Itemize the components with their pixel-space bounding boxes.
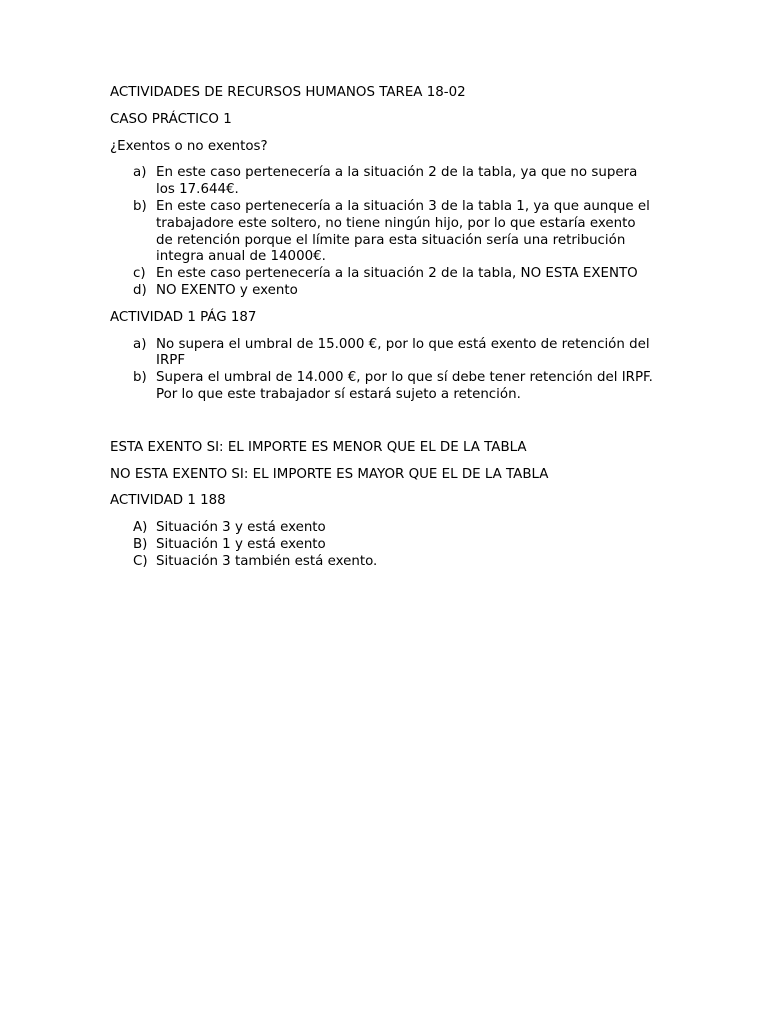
rule-not-exempt: NO ESTA EXENTO SI: EL IMPORTE ES MAYOR QUE EL DE LA TABLA xyxy=(110,466,549,482)
list-item-text: NO EXENTO y exento xyxy=(156,282,298,298)
list-marker: b) xyxy=(133,198,147,214)
list-item xyxy=(110,199,670,266)
rule-exempt: ESTA EXENTO SI: EL IMPORTE ES MENOR QUE EL DE LA TABLA xyxy=(110,439,527,455)
blank-line xyxy=(110,414,670,440)
document-title: ACTIVIDADES DE RECURSOS HUMANOS TAREA 18-02 xyxy=(110,85,466,100)
list-item-text: Situación 3 también está exento. xyxy=(156,553,378,569)
list-item xyxy=(110,266,670,283)
document-body xyxy=(110,85,670,581)
list-item-text: En este caso pertenecería a la situación 2 de la tabla, NO ESTA EXENTO xyxy=(156,266,638,282)
list-item xyxy=(110,520,670,537)
list-item xyxy=(110,537,670,554)
list-item xyxy=(110,165,670,199)
list-item xyxy=(110,370,670,404)
list-marker: A) xyxy=(133,520,148,536)
list-marker: b) xyxy=(133,370,147,386)
list-item xyxy=(110,283,670,300)
case-answer-list xyxy=(110,165,670,299)
list-marker: C) xyxy=(133,553,148,569)
list-marker: a) xyxy=(133,336,147,352)
list-item-text: Supera el umbral de 14.000 €, por lo que sí debe tener retención del IRPF. Por lo que este trabajador sí estará sujeto a retención. xyxy=(156,370,653,402)
activity2-answer-list xyxy=(110,520,670,570)
list-item-text: Situación 3 y está exento xyxy=(156,520,326,536)
list-item-text: No supera el umbral de 15.000 €, por lo que está exento de retención del IRPF xyxy=(156,336,650,369)
list-item-text: Situación 1 y está exento xyxy=(156,536,326,552)
list-item xyxy=(110,337,670,371)
list-item-text: En este caso pertenecería a la situación 2 de la tabla, ya que no supera los 17.644€. xyxy=(156,165,638,198)
list-marker: B) xyxy=(133,536,148,552)
list-item-text: En este caso pertenecería a la situación 3 de la tabla 1, ya que aunque el trabajadore este soltero, no tiene ningún hijo, por lo que estaría exento de retención porque el límite para esta situación sería una retribución integra anual de 14000€. xyxy=(156,198,650,265)
activity2-heading: ACTIVIDAD 1 188 xyxy=(110,493,226,509)
case-heading: CASO PRÁCTICO 1 xyxy=(110,111,232,127)
activity1-heading: ACTIVIDAD 1 PÁG 187 xyxy=(110,309,257,325)
list-marker: c) xyxy=(133,266,146,282)
list-item xyxy=(110,554,670,571)
case-question: ¿Exentos o no exentos? xyxy=(110,138,268,154)
activity1-answer-list xyxy=(110,337,670,404)
list-marker: d) xyxy=(133,282,147,298)
list-marker: a) xyxy=(133,165,147,181)
